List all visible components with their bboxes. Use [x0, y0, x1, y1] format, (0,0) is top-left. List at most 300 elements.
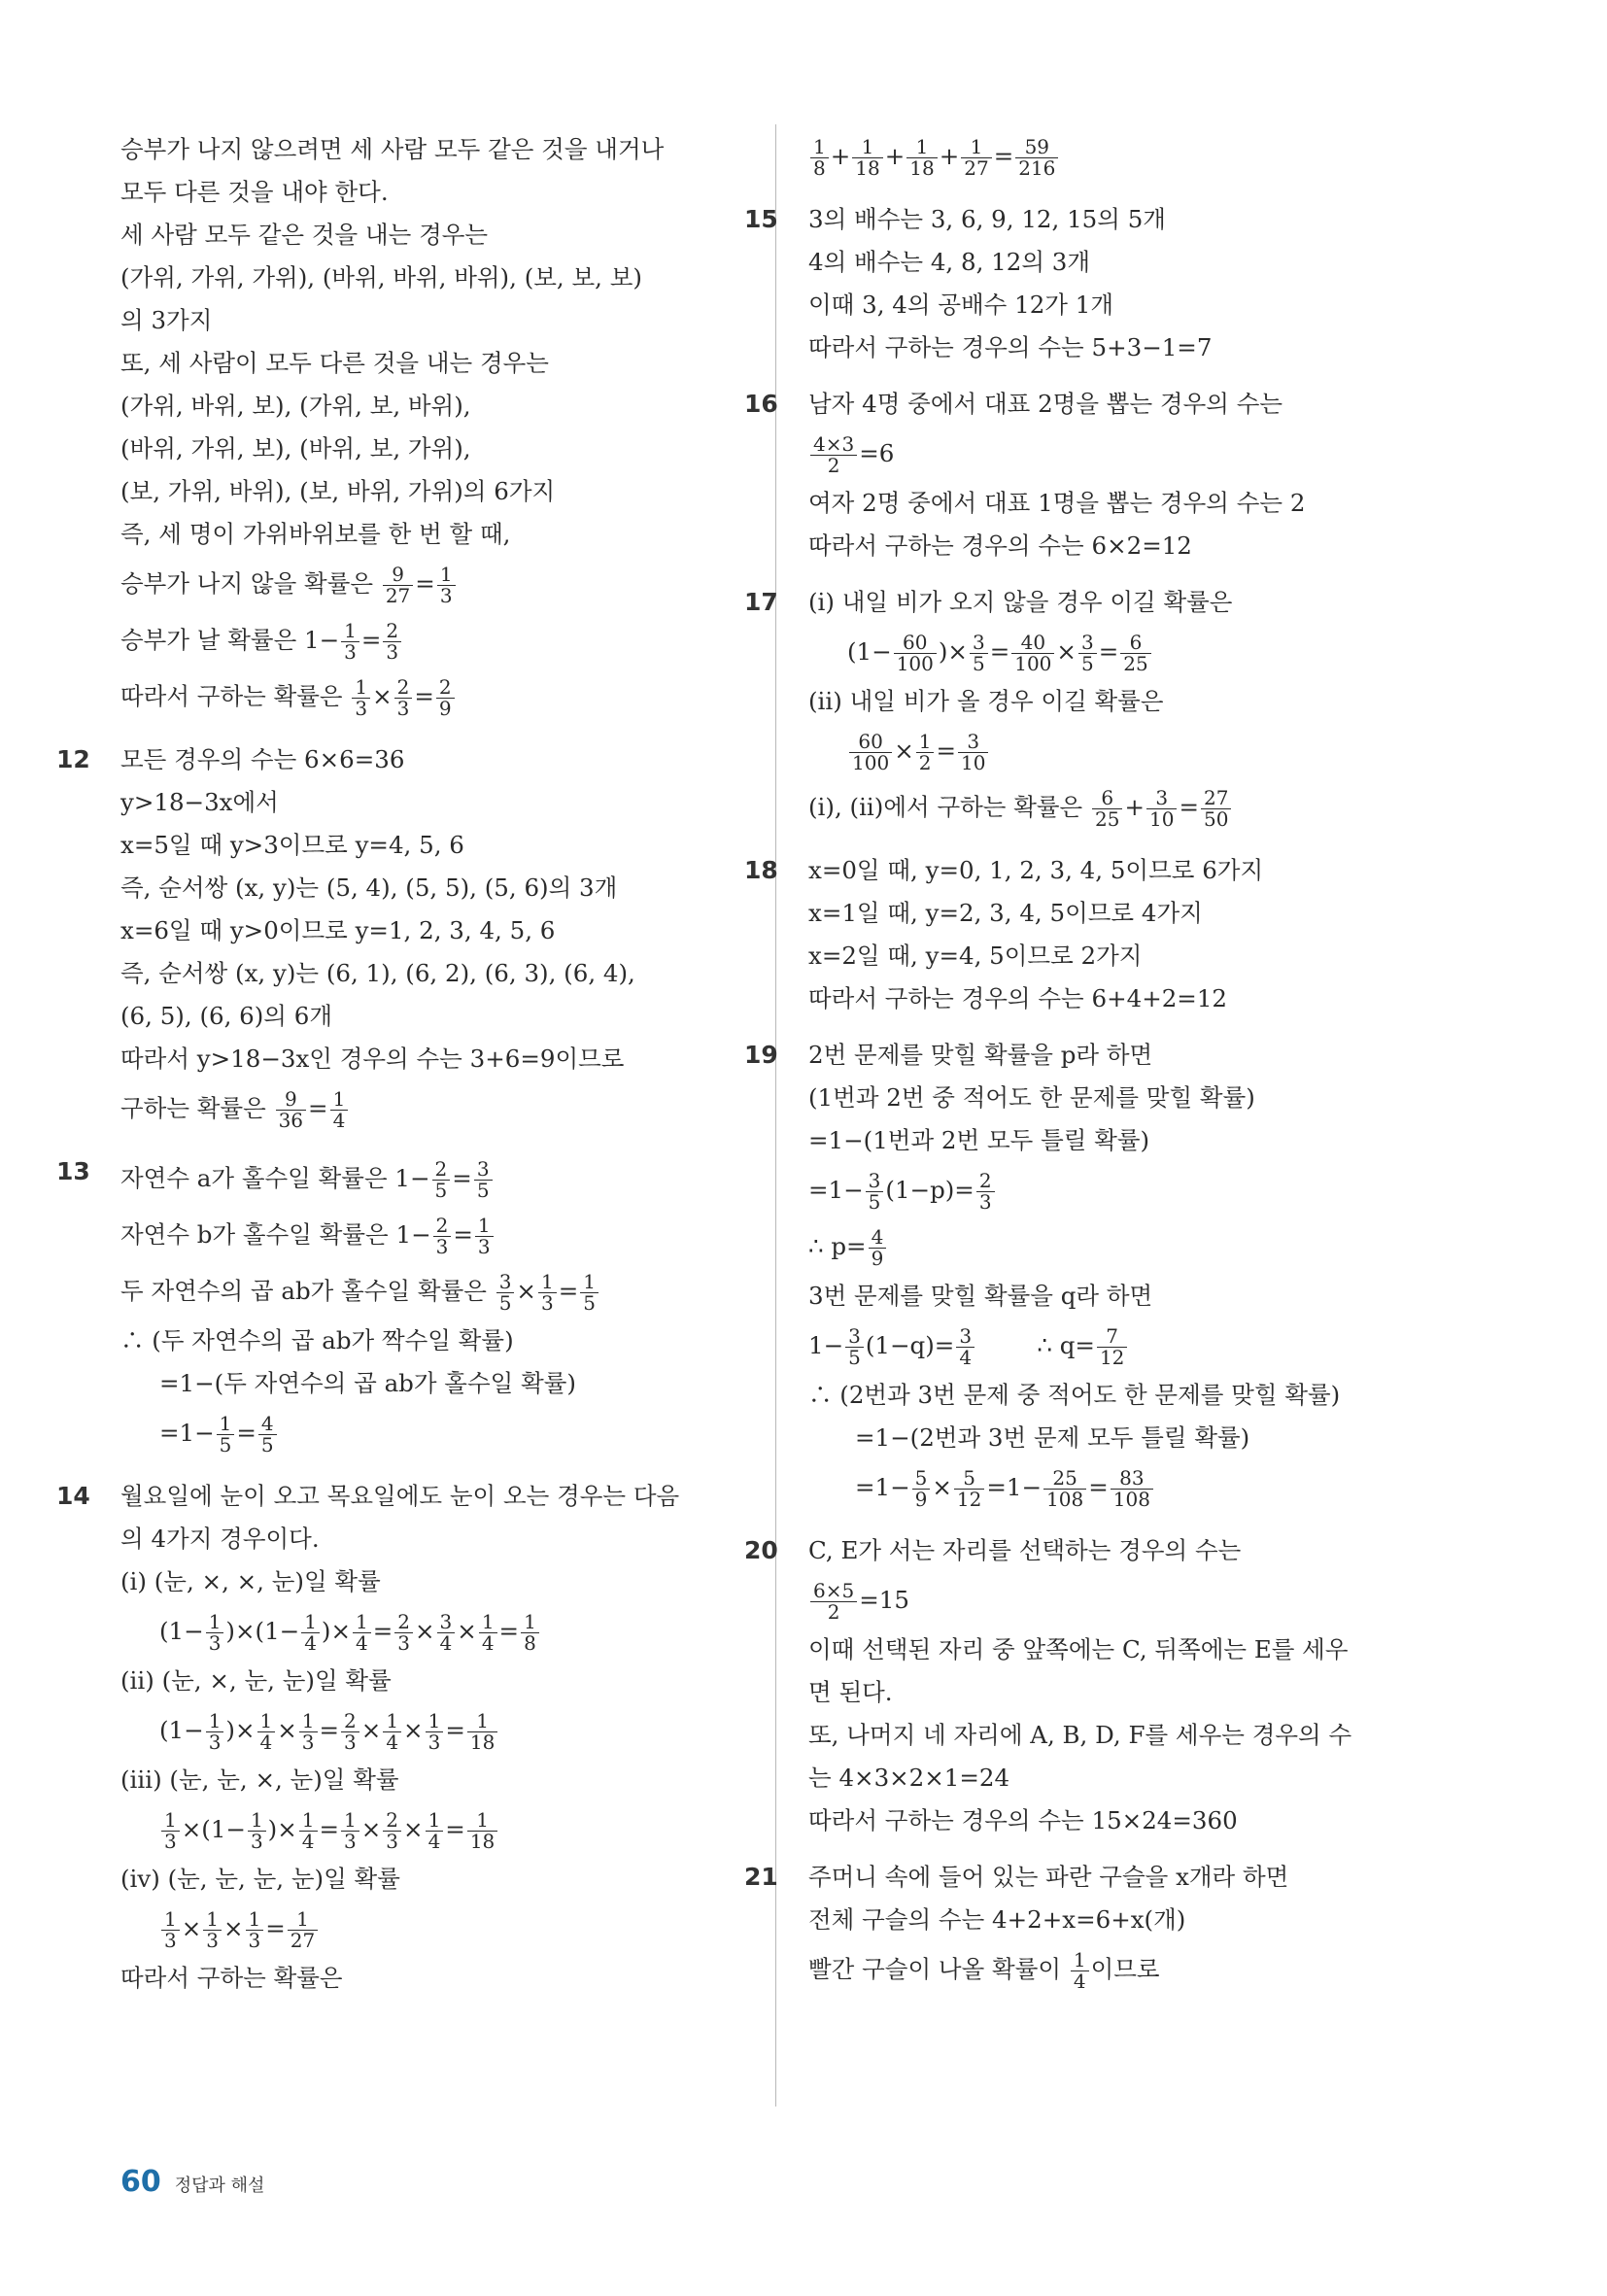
- math-text: ×: [277, 1716, 297, 1744]
- numerator: 6×5: [810, 1581, 857, 1602]
- math-text: )×: [267, 1815, 297, 1843]
- fraction: [906, 137, 937, 179]
- math-line: [120, 1801, 742, 1858]
- fraction: [852, 137, 882, 179]
- fraction: [1043, 1468, 1086, 1510]
- fraction: [467, 1810, 497, 1852]
- fraction: [394, 677, 413, 719]
- problem-gap: [808, 1842, 1440, 1856]
- numerator: 6: [1120, 633, 1150, 654]
- denominator: 4: [356, 1631, 368, 1655]
- denominator: 12: [956, 1488, 982, 1511]
- math-text: +: [939, 142, 960, 170]
- fraction: [383, 621, 401, 663]
- numerator: 1: [206, 1711, 224, 1732]
- numerator: 2: [976, 1171, 995, 1192]
- math-text: +: [1124, 793, 1145, 821]
- denominator: 10: [960, 751, 986, 774]
- text-line: x=6일 때 y>0이므로 y=1, 2, 3, 4, 5, 6: [120, 916, 556, 944]
- fraction: [810, 1581, 857, 1623]
- denominator: 3: [344, 1830, 357, 1853]
- math-text: =: [414, 682, 434, 710]
- problem-18: [744, 849, 1440, 1020]
- numerator: 1: [353, 1612, 371, 1633]
- numerator: 3: [845, 1326, 864, 1348]
- math-text: ×: [894, 737, 914, 765]
- denominator: 3: [427, 1731, 441, 1754]
- numerator: 25: [1043, 1468, 1086, 1490]
- math-text: =15: [859, 1586, 909, 1614]
- numerator: 59: [1015, 137, 1058, 158]
- problem-20: [744, 1529, 1440, 1842]
- problem-gap: [120, 1461, 742, 1475]
- math-text: )×: [321, 1617, 352, 1645]
- denominator: 5: [498, 1291, 512, 1315]
- fraction: [299, 1711, 318, 1753]
- numerator: 1: [161, 1810, 180, 1832]
- denominator: 4: [386, 1731, 399, 1754]
- fraction: [1097, 1326, 1127, 1368]
- math-text: =1−: [986, 1473, 1043, 1501]
- denominator: 5: [972, 652, 985, 675]
- denominator: 4: [301, 1830, 315, 1853]
- math-text: =6: [859, 439, 895, 467]
- text-line: 또, 세 사람이 모두 다른 것을 내는 경우는: [120, 349, 549, 377]
- math-line: [120, 1603, 742, 1660]
- problem-14: [56, 1475, 742, 2000]
- math-text: =: [319, 1815, 340, 1843]
- math-text: 1−: [808, 1331, 844, 1359]
- math-line: [808, 723, 1440, 779]
- fraction: [299, 1810, 318, 1852]
- denominator: 3: [477, 1235, 491, 1258]
- math-text: ×: [372, 682, 393, 710]
- numerator: 1: [467, 1711, 497, 1732]
- numerator: 1: [246, 1909, 264, 1931]
- numerator: 1: [330, 1089, 349, 1111]
- numerator: 1: [299, 1711, 318, 1732]
- fraction: [330, 1089, 349, 1131]
- math-text: ×: [457, 1617, 477, 1645]
- math-line: [808, 624, 1440, 680]
- denominator: 3: [355, 697, 368, 720]
- fraction: [437, 565, 456, 606]
- math-line: [120, 612, 742, 668]
- problem-continuation: [120, 128, 742, 725]
- numerator: 7: [1097, 1326, 1127, 1348]
- math-text: +: [830, 142, 851, 170]
- fraction: [849, 732, 892, 773]
- numerator: 3: [474, 1159, 493, 1181]
- denominator: 100: [852, 751, 890, 774]
- text-line: ∴ (2번과 3번 문제 중 적어도 한 문제를 맞힐 확률): [808, 1381, 1341, 1409]
- denominator: 18: [855, 156, 880, 180]
- numerator: 1: [580, 1272, 598, 1293]
- text-line: 이때 선택된 자리 중 앞쪽에는 C, 뒤쪽에는 E를 세우: [808, 1635, 1349, 1663]
- fraction: [521, 1612, 539, 1654]
- fraction: [1011, 633, 1054, 674]
- numerator: 83: [1111, 1468, 1153, 1490]
- numerator: 3: [437, 1612, 456, 1633]
- math-text: ×: [181, 1914, 202, 1942]
- denominator: 3: [208, 1631, 222, 1655]
- text-line: x=1일 때, y=2, 3, 4, 5이므로 4가지: [808, 899, 1203, 927]
- numerator: 1: [479, 1612, 497, 1633]
- text-line: 즉, 순서쌍 (x, y)는 (6, 1), (6, 2), (6, 3), (6, 4),: [120, 959, 635, 987]
- numerator: 1: [1071, 1950, 1089, 1971]
- math-text: )×: [225, 1716, 256, 1744]
- math-line: [808, 779, 1440, 836]
- math-text: =: [558, 1277, 579, 1305]
- math-text: =1−: [808, 1176, 864, 1204]
- fraction: [976, 1171, 995, 1213]
- denominator: 9: [438, 697, 452, 720]
- numerator: 1: [217, 1414, 235, 1435]
- fraction: [810, 434, 857, 476]
- numerator: 1: [161, 1909, 180, 1931]
- text-line: (ii) 내일 비가 올 경우 이길 확률은: [808, 687, 1164, 715]
- fraction: [437, 1612, 456, 1654]
- math-line: [808, 426, 1440, 482]
- fraction: [916, 732, 935, 773]
- fraction: [246, 1909, 264, 1951]
- text-line: 세 사람 모두 같은 것을 내는 경우는: [120, 221, 489, 249]
- denominator: 10: [1149, 807, 1175, 831]
- math-text: =: [453, 1220, 473, 1249]
- math-text: =: [372, 1617, 393, 1645]
- numerator: 3: [958, 732, 988, 753]
- fraction: [467, 1711, 497, 1753]
- problem-16: [744, 383, 1440, 567]
- denominator: 4: [259, 1731, 273, 1754]
- denominator: 3: [978, 1190, 992, 1214]
- math-text: ×: [360, 1716, 382, 1744]
- numerator: 1: [852, 137, 882, 158]
- fraction: [474, 1159, 493, 1201]
- fraction: [426, 1810, 444, 1852]
- denominator: 5: [476, 1179, 490, 1202]
- numerator: 1: [203, 1909, 222, 1931]
- fraction: [217, 1414, 235, 1456]
- denominator: 3: [248, 1929, 261, 1952]
- denominator: 5: [1080, 652, 1094, 675]
- denominator: 3: [208, 1731, 222, 1754]
- fraction: [248, 1810, 266, 1852]
- denominator: 3: [164, 1929, 177, 1952]
- fraction: [432, 1159, 451, 1201]
- numerator: 2: [383, 621, 401, 642]
- fraction: [1078, 633, 1097, 674]
- denominator: 3: [439, 584, 453, 607]
- numerator: 1: [341, 1810, 359, 1832]
- numerator: 4×3: [810, 434, 857, 456]
- numerator: 2: [383, 1810, 401, 1832]
- math-line: [808, 128, 1440, 185]
- text-line: y>18−3x에서: [120, 788, 279, 816]
- text-line: ∴ (두 자연수의 곱 ab가 짝수일 확률): [120, 1326, 514, 1354]
- text-line: 승부가 나지 않으려면 세 사람 모두 같은 것을 내거나: [120, 135, 665, 163]
- problem-12: [56, 738, 742, 1137]
- numerator: 1: [961, 137, 991, 158]
- fraction: [383, 1810, 401, 1852]
- problem-number: 18: [744, 856, 778, 884]
- denominator: 3: [396, 697, 410, 720]
- text-line: 따라서 y>18−3x인 경우의 수는 3+6=9이므로: [120, 1045, 625, 1073]
- fraction: [1120, 633, 1150, 674]
- problem-number: 21: [744, 1863, 778, 1891]
- text-line: (iii) (눈, 눈, ×, 눈)일 확률: [120, 1765, 399, 1794]
- numerator: 4: [869, 1227, 887, 1249]
- fraction: [475, 1216, 494, 1257]
- fraction: [866, 1171, 884, 1213]
- text-line: x=2일 때, y=4, 5이므로 2가지: [808, 942, 1143, 970]
- numerator: 1: [248, 1810, 266, 1832]
- math-text: 승부가 날 확률은 1−: [120, 626, 340, 654]
- problem-gap: [808, 1020, 1440, 1034]
- numerator: 9: [276, 1089, 306, 1111]
- text-line: 는 4×3×2×1=24: [808, 1764, 1010, 1792]
- denominator: 9: [871, 1247, 884, 1270]
- problem-gap: [808, 185, 1440, 198]
- numerator: 3: [866, 1171, 884, 1192]
- math-line: [808, 1162, 1440, 1218]
- denominator: 108: [1112, 1488, 1150, 1511]
- math-text: )×(1−: [225, 1617, 300, 1645]
- problem-number: 16: [744, 390, 778, 418]
- denominator: 18: [469, 1830, 496, 1853]
- text-line: C, E가 서는 자리를 선택하는 경우의 수는: [808, 1536, 1242, 1564]
- math-text: ×: [516, 1277, 536, 1305]
- fraction: [961, 137, 991, 179]
- text-line: x=0일 때, y=0, 1, 2, 3, 4, 5이므로 6가지: [808, 856, 1264, 884]
- text-line: 주머니 속에 들어 있는 파란 구슬을 x개라 하면: [808, 1863, 1289, 1891]
- text-line: 남자 4명 중에서 대표 2명을 뽑는 경우의 수는: [808, 390, 1283, 418]
- denominator: 18: [909, 156, 935, 180]
- fraction: [1092, 788, 1122, 830]
- problem-13: [56, 1150, 742, 1461]
- math-text: =: [498, 1617, 520, 1645]
- denominator: 3: [344, 640, 357, 664]
- numerator: 5: [912, 1468, 931, 1490]
- denominator: 3: [435, 1235, 449, 1258]
- denominator: 2: [918, 751, 932, 774]
- math-text: =: [989, 637, 1010, 666]
- math-text: (1−p)=: [885, 1176, 974, 1204]
- math-line: [120, 1405, 742, 1461]
- denominator: 3: [386, 640, 399, 664]
- math-text: 빨간 구슬이 나올 확률이: [808, 1955, 1069, 1983]
- text-line: 의 4가지 경우이다.: [120, 1525, 320, 1553]
- numerator: 5: [954, 1468, 984, 1490]
- denominator: 18: [469, 1731, 496, 1754]
- text-line: x=5일 때 y>3이므로 y=4, 5, 6: [120, 831, 464, 859]
- numerator: 3: [970, 633, 988, 654]
- text-line: 즉, 순서쌍 (x, y)는 (5, 4), (5, 5), (5, 6)의 3개: [120, 874, 618, 902]
- numerator: 2: [432, 1159, 451, 1181]
- numerator: 1: [475, 1216, 494, 1237]
- page-number: 60: [120, 2165, 161, 2199]
- text-line: (6, 5), (6, 6)의 6개: [120, 1002, 333, 1030]
- math-line: [120, 668, 742, 725]
- text-line: 3번 문제를 맞힐 확률을 q라 하면: [808, 1282, 1153, 1310]
- fraction: [1111, 1468, 1153, 1510]
- text-line: 즉, 세 명이 가위바위보를 한 번 할 때,: [120, 520, 511, 548]
- math-text: ×: [360, 1815, 382, 1843]
- numerator: 6: [1092, 788, 1122, 809]
- text-line: 4의 배수는 4, 8, 12의 3개: [808, 248, 1091, 276]
- denominator: 3: [250, 1830, 263, 1853]
- math-text: =1−: [159, 1419, 215, 1447]
- math-text: =: [415, 569, 435, 598]
- fraction: [394, 1612, 413, 1654]
- numerator: 1: [288, 1909, 318, 1931]
- text-line: 3의 배수는 3, 6, 9, 12, 15의 5개: [808, 205, 1166, 233]
- fraction: [580, 1272, 598, 1314]
- denominator: 12: [1099, 1346, 1125, 1369]
- numerator: 9: [383, 565, 413, 586]
- text-line: 여자 2명 중에서 대표 1명을 뽑는 경우의 수는 2: [808, 489, 1306, 517]
- denominator: 36: [278, 1109, 304, 1132]
- fraction: [206, 1711, 224, 1753]
- denominator: 3: [397, 1631, 411, 1655]
- numerator: 1: [257, 1711, 276, 1732]
- text-line: 모두 다른 것을 내야 한다.: [120, 178, 389, 206]
- problem-continuation: [808, 128, 1440, 185]
- fraction: [1201, 788, 1231, 830]
- numerator: 1: [299, 1810, 318, 1832]
- denominator: 4: [959, 1346, 973, 1369]
- fraction: [257, 1711, 276, 1753]
- math-line: [808, 1941, 1440, 1998]
- denominator: 216: [1018, 156, 1056, 180]
- right-column: [744, 128, 1440, 2011]
- math-text: ×: [932, 1473, 952, 1501]
- problem-gap: [120, 725, 742, 738]
- problem-number: 20: [744, 1536, 778, 1564]
- numerator: 2: [433, 1216, 452, 1237]
- numerator: 1: [426, 1711, 444, 1732]
- math-text: ×(1−: [181, 1815, 246, 1843]
- math-text: =: [308, 1094, 328, 1122]
- math-text: =: [319, 1716, 340, 1744]
- problem-number: 13: [56, 1157, 90, 1185]
- fraction: [433, 1216, 452, 1257]
- math-text: ×: [415, 1617, 435, 1645]
- text-line: 또, 나머지 네 자리에 A, B, D, F를 세우는 경우의 수: [808, 1721, 1352, 1749]
- fraction: [894, 633, 937, 674]
- fraction: [341, 621, 359, 663]
- text-line: =1−(2번과 3번 문제 모두 틀릴 확률): [855, 1423, 1250, 1452]
- denominator: 4: [1073, 1970, 1086, 1993]
- denominator: 5: [219, 1433, 232, 1456]
- math-line: [120, 1263, 742, 1319]
- numerator: 1: [426, 1810, 444, 1832]
- problem-17: [744, 581, 1440, 836]
- math-text: =1−: [855, 1473, 910, 1501]
- text-line: 따라서 구하는 확률은: [120, 1964, 343, 1992]
- denominator: 4: [427, 1830, 441, 1853]
- math-text: ×: [1056, 637, 1077, 666]
- denominator: 5: [260, 1433, 274, 1456]
- problem-gap: [808, 1998, 1440, 2011]
- numerator: 1: [467, 1810, 497, 1832]
- text-line: 따라서 구하는 경우의 수는 6+4+2=12: [808, 984, 1228, 1012]
- text-line: (1번과 2번 중 적어도 한 문제를 맞힐 확률): [808, 1083, 1255, 1112]
- denominator: 4: [304, 1631, 317, 1655]
- math-text: 자연수 a가 홀수일 확률은 1−: [120, 1164, 430, 1192]
- denominator: 3: [386, 1830, 399, 1853]
- numerator: 1: [383, 1711, 401, 1732]
- math-text: +: [884, 142, 906, 170]
- denominator: 100: [1014, 652, 1052, 675]
- numerator: 1: [352, 677, 370, 699]
- denominator: 100: [896, 652, 934, 675]
- numerator: 1: [538, 1272, 557, 1293]
- math-text: =: [360, 626, 382, 654]
- math-text: (1−: [159, 1716, 204, 1744]
- math-text: ∴ p=: [808, 1232, 867, 1260]
- math-text: =: [265, 1914, 286, 1942]
- problem-19: [744, 1034, 1440, 1516]
- denominator: 2: [827, 1600, 840, 1624]
- math-text: =: [452, 1164, 472, 1192]
- numerator: 1: [916, 732, 935, 753]
- numerator: 3: [1146, 788, 1177, 809]
- left-column: [56, 128, 742, 2013]
- numerator: 40: [1011, 633, 1054, 654]
- math-text: 이므로: [1090, 1955, 1160, 1983]
- numerator: 1: [206, 1612, 224, 1633]
- text-line: =1−(1번과 2번 모두 틀릴 확률): [808, 1126, 1150, 1154]
- text-line: 따라서 구하는 경우의 수는 6×2=12: [808, 531, 1192, 560]
- problem-number: 14: [56, 1482, 90, 1510]
- math-text: ∴ q=: [976, 1331, 1095, 1359]
- math-text: 두 자연수의 곱 ab가 홀수일 확률은: [120, 1277, 495, 1305]
- problem-gap: [808, 836, 1440, 849]
- fraction: [383, 1711, 401, 1753]
- fraction: [845, 1326, 864, 1368]
- book-name: 정답과 해설: [174, 2176, 265, 2196]
- numerator: 1: [906, 137, 937, 158]
- text-line: 이때 3, 4의 공배수 12가 1개: [808, 291, 1114, 319]
- fraction: [341, 1810, 359, 1852]
- denominator: 4: [481, 1631, 495, 1655]
- numerator: 1: [810, 137, 829, 158]
- denominator: 2: [827, 454, 840, 477]
- fraction: [352, 677, 370, 719]
- problem-gap: [808, 369, 1440, 383]
- text-line: (보, 가위, 바위), (보, 바위, 가위)의 6가지: [120, 477, 556, 505]
- math-line: [120, 1901, 742, 1957]
- denominator: 5: [583, 1291, 596, 1315]
- fraction: [258, 1414, 277, 1456]
- problem-number: 17: [744, 588, 778, 616]
- math-line: [120, 1080, 742, 1137]
- denominator: 5: [868, 1190, 881, 1214]
- numerator: 2: [436, 677, 455, 699]
- fraction: [538, 1272, 557, 1314]
- problem-15: [744, 198, 1440, 369]
- numerator: 60: [849, 732, 892, 753]
- numerator: 2: [341, 1711, 359, 1732]
- problem-number: 12: [56, 745, 90, 773]
- math-line: [808, 1459, 1440, 1516]
- fraction: [479, 1612, 497, 1654]
- numerator: 1: [301, 1612, 320, 1633]
- math-line: [808, 1318, 1440, 1374]
- math-text: ×: [403, 1815, 424, 1843]
- fraction: [353, 1612, 371, 1654]
